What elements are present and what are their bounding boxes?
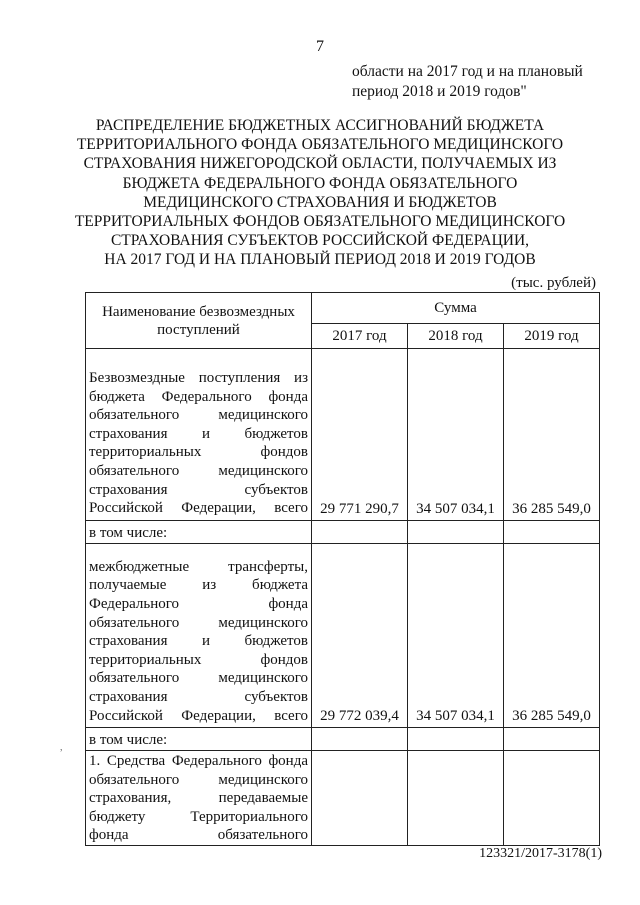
heading-line: СТРАХОВАНИЯ НИЖЕГОРОДСКОЙ ОБЛАСТИ, ПОЛУЧАЕМЫХ ИЗ (83, 155, 557, 173)
header-year-2018: 2018 год (408, 324, 504, 349)
document-heading (60, 116, 580, 270)
row-value-2018: 34 507 034,1 (408, 349, 504, 521)
heading-line: НА 2017 ГОД И НА ПЛАНОВЫЙ ПЕРИОД 2018 И 2019 ГОДОВ (104, 251, 536, 269)
document-code: 123321/2017-3178(1) (479, 846, 602, 861)
row-value-2019: 36 285 549,0 (504, 349, 600, 521)
row-value-2017: 29 772 039,4 (312, 543, 408, 727)
table-row (86, 349, 600, 521)
row-value-2019: 36 285 549,0 (504, 543, 600, 727)
continuation-line-1: области на 2017 год и на плановый (352, 63, 583, 80)
row-value-2018 (408, 751, 504, 846)
table-row (86, 751, 600, 846)
row-value-2019 (504, 728, 600, 751)
row-value-2017 (312, 728, 408, 751)
row-name-cell: 1. Средства Федерального фонда обязательного медицинского страхования, передаваемые бюджету Территориального фонда обязательного (86, 751, 312, 846)
row-value-2018 (408, 728, 504, 751)
budget-table (85, 292, 600, 846)
row-value-2017 (312, 520, 408, 543)
table-row (86, 728, 600, 751)
table-row (86, 543, 600, 727)
continuation-line-2: период 2018 и 2019 годов" (352, 83, 527, 100)
heading-line: ТЕРРИТОРИАЛЬНОГО ФОНДА ОБЯЗАТЕЛЬНОГО МЕДИЦИНСКОГО (76, 136, 564, 154)
row-name-cell: в том числе: (86, 520, 312, 543)
row-name-cell: Безвозмездные поступления из бюджета Федерального фонда обязательного медицинского страхования и бюджетов территориальных фондов обязательного медицинского страхования субъектов Российской Федерации, всего (86, 349, 312, 521)
row-value-2018: 34 507 034,1 (408, 543, 504, 727)
row-value-2017: 29 771 290,7 (312, 349, 408, 521)
heading-line: СТРАХОВАНИЯ СУБЪЕКТОВ РОССИЙСКОЙ ФЕДЕРАЦИИ, (110, 232, 530, 250)
header-year-2019: 2019 год (504, 324, 600, 349)
header-name-cell: Наименование безвозмездных поступлений (86, 293, 312, 349)
header-sum-cell: Сумма (312, 293, 600, 324)
row-value-2017 (312, 751, 408, 846)
row-name-cell: в том числе: (86, 728, 312, 751)
row-value-2018 (408, 520, 504, 543)
header-year-2017: 2017 год (312, 324, 408, 349)
page-number: 7 (316, 38, 324, 55)
units-label: (тыс. рублей) (511, 275, 596, 291)
table-row (86, 520, 600, 543)
heading-line: РАСПРЕДЕЛЕНИЕ БЮДЖЕТНЫХ АССИГНОВАНИЙ БЮДЖЕТА (95, 117, 545, 134)
row-value-2019 (504, 520, 600, 543)
heading-line: МЕДИЦИНСКОГО СТРАХОВАНИЯ И БЮДЖЕТОВ (143, 193, 497, 211)
heading-line: ТЕРРИТОРИАЛЬНЫХ ФОНДОВ ОБЯЗАТЕЛЬНОГО МЕДИЦИНСКОГО (74, 213, 566, 231)
heading-line: БЮДЖЕТА ФЕДЕРАЛЬНОГО ФОНДА ОБЯЗАТЕЛЬНОГО (122, 174, 518, 192)
margin-mark: , (60, 742, 63, 753)
row-value-2019 (504, 751, 600, 846)
row-name-cell: межбюджетные трансферты, получаемые из бюджета Федерального фонда обязательного медицинского страхования и бюджетов территориальных фондов обязательного медицинского страхования субъектов Российской Федерации, всего (86, 543, 312, 727)
table-header-row (86, 293, 600, 324)
appendix-continuation (352, 62, 612, 102)
